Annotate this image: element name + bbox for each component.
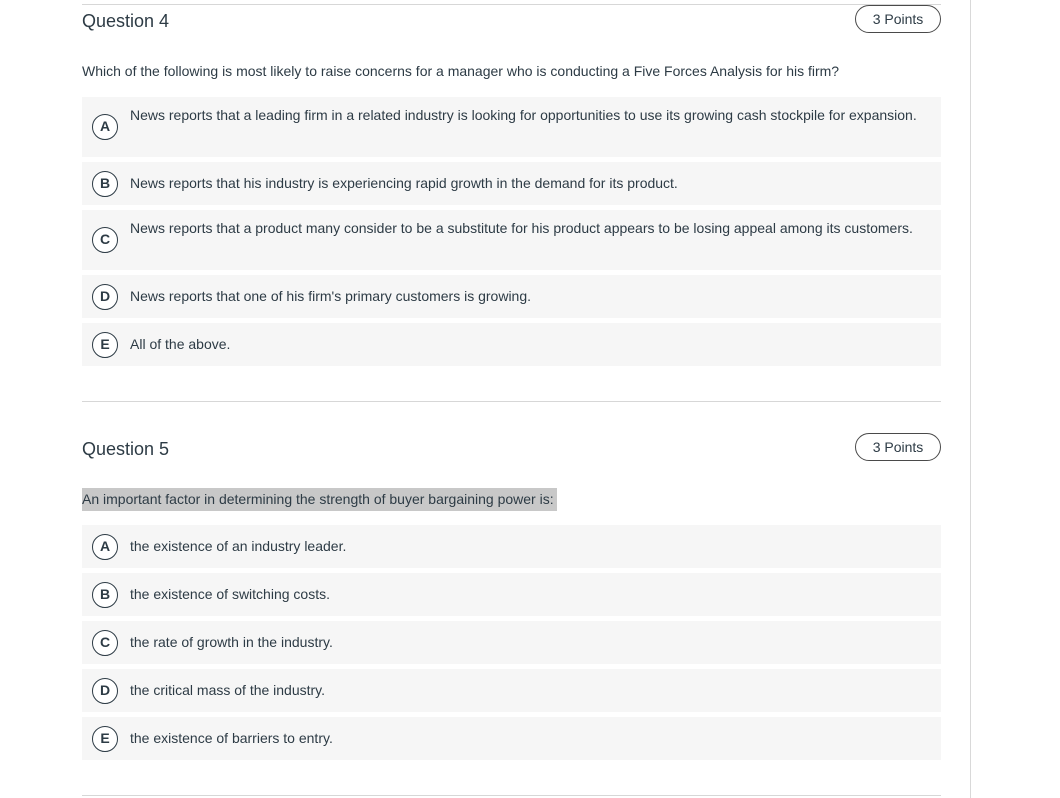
answer-option-c[interactable]: [82, 621, 941, 664]
option-letter-d[interactable]: D: [92, 678, 118, 704]
points-badge: 3 Points: [855, 5, 941, 33]
option-letter-b[interactable]: B: [92, 171, 118, 197]
option-letter-e[interactable]: E: [92, 332, 118, 358]
question-title: Question 5: [82, 439, 170, 459]
answer-option-c[interactable]: [82, 210, 941, 270]
question-top-divider: [82, 4, 941, 5]
option-text[interactable]: the critical mass of the industry.: [130, 682, 326, 698]
option-text[interactable]: News reports that a product many consider to be a substitute for his product appears to be losing appeal among its customers.: [130, 220, 913, 236]
answer-option-e[interactable]: [82, 717, 941, 760]
option-text[interactable]: the existence of an industry leader.: [130, 538, 347, 554]
option-letter-b[interactable]: B: [92, 582, 118, 608]
question-5: [82, 401, 941, 798]
answer-option-a[interactable]: [82, 525, 941, 568]
option-letter-a[interactable]: A: [92, 534, 118, 560]
answer-option-a[interactable]: [82, 97, 941, 157]
answer-option-d[interactable]: [82, 275, 941, 318]
option-text[interactable]: News reports that one of his firm's primary customers is growing.: [130, 288, 532, 304]
option-letter-d[interactable]: D: [92, 284, 118, 310]
question-prompt: Which of the following is most likely to raise concerns for a manager who is conducting a Five Forces Analysis for his firm?: [82, 63, 840, 79]
option-text[interactable]: the rate of growth in the industry.: [130, 634, 333, 650]
question-prompt: An important factor in determining the strength of buyer bargaining power is:: [82, 488, 557, 511]
question-top-divider: [82, 401, 941, 402]
answer-option-b[interactable]: [82, 573, 941, 616]
option-letter-e[interactable]: E: [92, 726, 118, 752]
option-text[interactable]: the existence of barriers to entry.: [130, 730, 333, 746]
option-text[interactable]: News reports that a leading firm in a related industry is looking for opportunities to use its growing cash stockpile for expansion.: [130, 107, 917, 123]
option-text[interactable]: the existence of switching costs.: [130, 586, 330, 602]
answer-option-d[interactable]: [82, 669, 941, 712]
answer-option-b[interactable]: [82, 162, 941, 205]
option-text[interactable]: News reports that his industry is experiencing rapid growth in the demand for its product.: [130, 175, 678, 191]
question-4: [82, 0, 941, 370]
question-title: Question 4: [82, 11, 170, 31]
points-badge: 3 Points: [855, 433, 941, 461]
option-text[interactable]: All of the above.: [130, 336, 231, 352]
option-letter-a[interactable]: A: [92, 114, 118, 140]
question-bottom-divider: [82, 795, 941, 796]
answer-option-e[interactable]: [82, 323, 941, 366]
option-letter-c[interactable]: C: [92, 227, 118, 253]
option-letter-c[interactable]: C: [92, 630, 118, 656]
content-right-border: [970, 0, 971, 798]
